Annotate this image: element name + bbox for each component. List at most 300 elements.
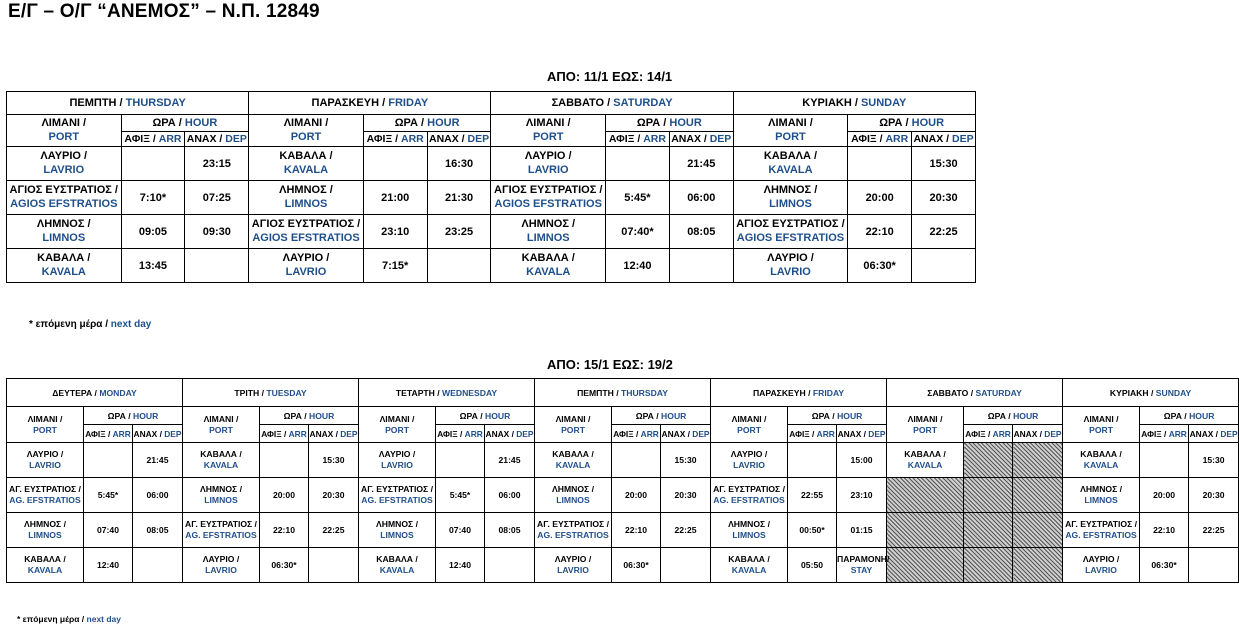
port-name-gr: ΛΗΜΝΟΣ / <box>24 519 66 530</box>
arr-header-en: ARR <box>992 428 1011 439</box>
day-header <box>887 379 1063 407</box>
port-name-en: KAVALA <box>1083 460 1119 470</box>
port-header-gr: ΛΙΜΑΝΙ / <box>555 413 591 424</box>
hour-header <box>848 115 976 132</box>
day-header <box>359 379 535 407</box>
port-cell <box>249 147 364 181</box>
arr-header-gr: ΑΦΙΞ / <box>124 133 159 145</box>
arr-header <box>260 425 309 443</box>
day-name-gr: ΔΕΥΤΕΡΑ / <box>52 387 100 398</box>
departure-time: 06:00 <box>133 478 183 513</box>
arrival-time: 7:15* <box>363 249 427 283</box>
arrival-time <box>1140 443 1189 478</box>
arrival-time: 12:40 <box>84 548 133 583</box>
port-name-gr: ΚΑΒΑΛΑ / <box>24 554 66 565</box>
port-header-en: PORT <box>209 424 233 435</box>
departure-time: 06:00 <box>669 181 733 215</box>
hour-header-gr: ΩΡΑ / <box>879 117 912 129</box>
hour-header <box>260 407 359 425</box>
dep-header <box>669 132 733 147</box>
hour-header-en: HOUR <box>485 410 511 421</box>
arr-header-en: ARR <box>643 133 666 145</box>
port-cell <box>7 147 122 181</box>
arrival-time <box>606 147 670 181</box>
departure-time: 21:45 <box>669 147 733 181</box>
port-header <box>535 407 612 443</box>
dep-header-en: DEP <box>516 428 534 439</box>
arrival-time <box>788 443 837 478</box>
port-name-en: AGIOS EFSTRATIOS <box>736 231 845 244</box>
departure-time: 15:00 <box>837 443 887 478</box>
arrival-time: 12:40 <box>606 249 670 283</box>
port-cell <box>1063 548 1140 583</box>
hour-header <box>606 115 734 132</box>
arr-header-en: ARR <box>816 428 835 439</box>
arrival-time: 21:00 <box>363 181 427 215</box>
port-name-gr: ΑΓΙΟΣ ΕΥΣΤΡΑΤΙΟΣ / <box>494 183 603 196</box>
port-header-en: PORT <box>737 424 761 435</box>
hour-header-gr: ΩΡΑ / <box>152 117 185 129</box>
arrival-time: 23:10 <box>363 215 427 249</box>
arr-header <box>848 132 912 147</box>
arrival-time: 06:30* <box>848 249 912 283</box>
port-name-en: AGIOS EFSTRATIOS <box>252 231 360 244</box>
arrival-time <box>612 443 661 478</box>
day-name-gr: ΠΕΜΠΤΗ / <box>69 97 126 109</box>
port-cell <box>7 249 122 283</box>
port-cell <box>491 215 606 249</box>
hour-header <box>612 407 711 425</box>
arrival-time <box>964 548 1013 583</box>
port-header-gr: ΛΙΜΑΝΙ / <box>283 116 329 129</box>
port-name-en: KAVALA <box>27 565 63 575</box>
port-header <box>183 407 260 443</box>
port-cell <box>1063 513 1140 548</box>
port-name-gr: ΑΓ. ΕΥΣΤΡΑΤΙΟΣ / <box>185 519 257 530</box>
port-cell <box>733 181 848 215</box>
hour-header-en: HOUR <box>837 410 863 421</box>
hour-header <box>121 115 249 132</box>
hour-header-gr: ΩΡΑ / <box>636 117 670 129</box>
port-header-en: PORT <box>1089 424 1113 435</box>
port-name-gr: ΑΓΙΟΣ ΕΥΣΤΡΑΤΙΟΣ / <box>9 183 118 196</box>
port-header-gr: ΛΙΜΑΝΙ / <box>203 413 239 424</box>
port-header-en: PORT <box>532 130 564 143</box>
dep-header <box>1189 425 1239 443</box>
day-name-en: MONDAY <box>99 387 137 398</box>
departure-time: 23:10 <box>837 478 887 513</box>
table-row <box>7 443 1239 478</box>
departure-time: 22:25 <box>661 513 711 548</box>
port-name-gr: ΚΑΒΑΛΑ / <box>200 449 242 460</box>
port-name-gr: ΛΑΥΡΙΟ / <box>1082 554 1120 565</box>
dep-header-en: DEP <box>1044 428 1062 439</box>
hour-header <box>363 115 491 132</box>
port-name-en: LAVRIO <box>29 460 61 470</box>
port-cell <box>7 478 84 513</box>
port-name-en: LIMNOS <box>526 231 570 244</box>
arr-header-gr: ΑΦΙΞ / <box>261 428 289 439</box>
departure-time: 23:25 <box>427 215 491 249</box>
arr-header-en: ARR <box>464 428 483 439</box>
port-name-en: LIMNOS <box>769 197 812 210</box>
note-gr: * επόμενη μέρα / <box>29 319 111 330</box>
dep-header-en: DEP <box>225 133 247 145</box>
port-name-en: KAVALA <box>41 265 86 278</box>
day-header <box>7 92 249 115</box>
port-cell <box>249 181 364 215</box>
hour-header-gr: ΩΡΑ / <box>107 410 134 421</box>
port-name-en: LIMNOS <box>284 197 328 210</box>
port-name-gr: ΚΑΒΑΛΑ / <box>904 449 946 460</box>
departure-time: 23:15 <box>185 147 249 181</box>
port-name-gr: ΚΑΒΑΛΑ / <box>37 251 91 264</box>
arr-header-gr: ΑΦΙΞ / <box>437 428 465 439</box>
port-header-gr: ΛΙΜΑΝΙ / <box>731 413 767 424</box>
port-name-gr: ΑΓ. ΕΥΣΤΡΑΤΙΟΣ / <box>361 484 433 495</box>
port-name-en: LIMNOS <box>732 530 766 540</box>
table-row <box>7 215 976 249</box>
port-name-en: AG. EFSTRATIOS <box>185 530 257 540</box>
departure-time: 16:30 <box>427 147 491 181</box>
port-name-en: KAVALA <box>731 565 767 575</box>
arr-header-en: ARR <box>288 428 307 439</box>
arrival-time: 09:05 <box>121 215 185 249</box>
day-header-row <box>7 379 1239 407</box>
port-name-en: AG. EFSTRATIOS <box>9 495 81 505</box>
port-cell <box>491 249 606 283</box>
dep-header-gr: ΑΝΑΧ / <box>186 133 226 145</box>
table-row <box>7 548 1239 583</box>
port-cell <box>1063 478 1140 513</box>
day-name-en: TUESDAY <box>266 387 307 398</box>
departure-time: 01:15 <box>837 513 887 548</box>
arrival-time: 22:10 <box>1140 513 1189 548</box>
table-row <box>7 249 976 283</box>
hour-header-en: HOUR <box>1189 410 1215 421</box>
port-name-gr: ΚΑΒΑΛΑ / <box>728 554 770 565</box>
dep-header-gr: ΑΝΑΧ / <box>1013 428 1045 439</box>
arrival-time <box>260 443 309 478</box>
departure-stay-en: STAY <box>850 565 873 575</box>
arrival-time: 5:45* <box>84 478 133 513</box>
port-name-en: LAVRIO <box>1085 565 1117 575</box>
arr-header-en: ARR <box>158 133 182 145</box>
departure-time <box>837 548 890 583</box>
port-name-en: AG. EFSTRATIOS <box>361 495 433 505</box>
port-name-gr: ΛΑΥΡΙΟ / <box>202 554 240 565</box>
port-cell <box>7 215 122 249</box>
arr-header <box>436 425 485 443</box>
dep-header-gr: ΑΝΑΧ / <box>913 133 952 145</box>
arr-header-en: ARR <box>400 133 424 145</box>
arrival-time <box>121 147 185 181</box>
port-header-gr: ΛΙΜΑΝΙ / <box>907 413 943 424</box>
port-name-en: KAVALA <box>907 460 943 470</box>
departure-time <box>427 249 491 283</box>
port-name-gr: ΛΗΜΝΟΣ / <box>376 519 418 530</box>
port-cell <box>535 548 612 583</box>
day-name-gr: ΣΑΒΒΑΤΟ / <box>927 387 976 398</box>
port-header <box>1063 407 1140 443</box>
dep-header-gr: ΑΝΑΧ / <box>428 133 468 145</box>
port-cell <box>887 548 964 583</box>
arrival-time <box>964 513 1013 548</box>
port-header <box>491 115 606 147</box>
dep-header <box>837 425 887 443</box>
departure-time <box>1013 548 1063 583</box>
port-cell <box>7 513 84 548</box>
port-name-en: KAVALA <box>283 163 329 176</box>
hour-header <box>964 407 1063 425</box>
arrival-time: 22:10 <box>848 215 912 249</box>
port-name-en: AGIOS EFSTRATIOS <box>494 197 602 210</box>
arrival-time: 13:45 <box>121 249 185 283</box>
arr-header-gr: ΑΦΙΞ / <box>965 428 993 439</box>
dep-header-en: DEP <box>467 133 490 145</box>
departure-time: 15:30 <box>912 147 976 181</box>
port-name-gr: ΚΑΒΑΛΑ / <box>1080 449 1122 460</box>
port-header-en: PORT <box>48 130 80 143</box>
port-cell <box>491 147 606 181</box>
hour-header-en: HOUR <box>661 410 687 421</box>
port-cell <box>711 548 788 583</box>
page-title: Ε/Γ – Ο/Γ “ΑΝΕΜΟΣ” – Ν.Π. 12849 <box>8 1 320 22</box>
port-cell <box>183 513 260 548</box>
port-name-gr: ΛΑΥΡΙΟ / <box>524 149 572 162</box>
hour-header-en: HOUR <box>184 117 218 129</box>
port-name-gr: ΛΗΜΝΟΣ / <box>36 217 91 230</box>
port-header-gr: ΛΙΜΑΝΙ / <box>525 116 571 129</box>
schedule2-period: ΑΠΟ: 15/1 ΕΩΣ: 19/2 <box>547 357 673 372</box>
arrival-time: 07:40* <box>606 215 670 249</box>
day-header <box>535 379 711 407</box>
dep-header-gr: ΑΝΑΧ / <box>837 428 869 439</box>
hour-header-en: HOUR <box>309 410 335 421</box>
day-name-en: SUNDAY <box>1155 387 1192 398</box>
hour-header-gr: ΩΡΑ / <box>635 410 662 421</box>
port-header-en: PORT <box>775 130 806 143</box>
port-header <box>359 407 436 443</box>
day-name-gr: ΚΥΡΙΑΚΗ / <box>802 97 861 109</box>
day-name-gr: ΠΕΜΠΤΗ / <box>577 387 621 398</box>
arrival-time: 12:40 <box>436 548 485 583</box>
departure-time <box>1013 478 1063 513</box>
dep-header-en: DEP <box>340 428 358 439</box>
hour-header <box>436 407 535 425</box>
departure-time: 06:00 <box>485 478 535 513</box>
table-row <box>7 478 1239 513</box>
day-name-gr: ΤΕΤΑΡΤΗ / <box>395 387 443 398</box>
arrival-time: 20:00 <box>612 478 661 513</box>
port-cell <box>7 443 84 478</box>
day-name-en: THURSDAY <box>621 387 668 398</box>
port-name-gr: ΑΓΙΟΣ ΕΥΣΤΡΑΤΙΟΣ / <box>736 217 845 230</box>
port-name-en: LAVRIO <box>557 565 589 575</box>
port-header-gr: ΛΙΜΑΝΙ / <box>379 413 415 424</box>
port-name-gr: ΑΓ. ΕΥΣΤΡΑΤΙΟΣ / <box>713 484 785 495</box>
departure-time <box>669 249 733 283</box>
arr-header <box>121 132 185 147</box>
day-name-en: SATURDAY <box>975 387 1022 398</box>
arr-header-en: ARR <box>885 133 909 145</box>
departure-time: 22:25 <box>309 513 359 548</box>
hour-header-en: HOUR <box>427 117 460 129</box>
arrival-time: 00:50* <box>788 513 837 548</box>
port-cell <box>887 478 964 513</box>
port-cell <box>7 181 122 215</box>
arr-header-gr: ΑΦΙΞ / <box>85 428 113 439</box>
day-header <box>733 92 975 115</box>
port-header <box>711 407 788 443</box>
arr-header-gr: ΑΦΙΞ / <box>789 428 817 439</box>
arrival-time: 20:00 <box>1140 478 1189 513</box>
dep-header-gr: ΑΝΑΧ / <box>671 133 710 145</box>
dep-header-gr: ΑΝΑΧ / <box>309 428 341 439</box>
departure-time <box>1189 548 1239 583</box>
port-name-gr: ΛΑΥΡΙΟ / <box>282 251 330 264</box>
port-name-en: AG. EFSTRATIOS <box>1065 530 1137 540</box>
dep-header <box>185 132 249 147</box>
day-header <box>7 379 183 407</box>
note-gr: * επόμενη μέρα / <box>17 614 87 624</box>
port-name-gr: ΑΓ. ΕΥΣΤΡΑΤΙΟΣ / <box>537 519 609 530</box>
port-name-en: LAVRIO <box>43 163 85 176</box>
schedule1-table <box>6 91 976 283</box>
schedule2-note <box>17 614 121 624</box>
port-name-en: KAVALA <box>555 460 591 470</box>
dep-header <box>1013 425 1063 443</box>
port-name-en: LAVRIO <box>733 460 765 470</box>
note-en: next day <box>86 614 122 624</box>
port-cell <box>359 443 436 478</box>
day-name-en: SATURDAY <box>613 97 673 109</box>
arrival-time: 20:00 <box>848 181 912 215</box>
port-header <box>7 115 122 147</box>
arrival-time <box>436 443 485 478</box>
table-row <box>7 147 976 181</box>
port-cell <box>535 513 612 548</box>
port-header-en: PORT <box>385 424 409 435</box>
schedule1-note <box>29 319 151 330</box>
departure-time: 07:25 <box>185 181 249 215</box>
departure-time: 21:45 <box>133 443 183 478</box>
port-header-gr: ΛΙΜΑΝΙ / <box>1083 413 1119 424</box>
port-name-gr: ΚΑΒΑΛΑ / <box>521 251 575 264</box>
schedule2-table <box>6 378 1239 583</box>
departure-time <box>661 548 711 583</box>
port-name-en: LIMNOS <box>556 495 590 505</box>
port-name-en: KAVALA <box>379 565 415 575</box>
arr-header-gr: ΑΦΙΞ / <box>613 428 641 439</box>
port-name-en: AGIOS EFSTRATIOS <box>10 197 118 210</box>
port-cell <box>733 147 848 181</box>
hour-header-en: HOUR <box>133 410 159 421</box>
port-cell <box>359 478 436 513</box>
departure-time: 08:05 <box>669 215 733 249</box>
day-name-en: FRIDAY <box>388 97 429 109</box>
day-name-en: WEDNESDAY <box>442 387 498 398</box>
port-name-en: LIMNOS <box>1084 495 1118 505</box>
port-name-en: LAVRIO <box>205 565 237 575</box>
departure-time: 20:30 <box>912 181 976 215</box>
port-name-gr: ΚΑΒΑΛΑ / <box>376 554 418 565</box>
arrival-time: 05:50 <box>788 548 837 583</box>
departure-time: 15:30 <box>661 443 711 478</box>
departure-time: 20:30 <box>661 478 711 513</box>
day-name-en: FRIDAY <box>812 387 845 398</box>
port-name-gr: ΛΑΥΡΙΟ / <box>40 149 88 162</box>
arr-header <box>606 132 670 147</box>
departure-time <box>1013 513 1063 548</box>
dep-header <box>485 425 535 443</box>
dep-header-gr: ΑΝΑΧ / <box>661 428 693 439</box>
arrival-time: 07:40 <box>436 513 485 548</box>
hour-header-gr: ΩΡΑ / <box>987 410 1014 421</box>
port-cell <box>249 249 364 283</box>
arrival-time: 06:30* <box>1140 548 1189 583</box>
port-cell <box>491 181 606 215</box>
arrival-time: 07:40 <box>84 513 133 548</box>
day-name-en: SUNDAY <box>860 97 907 109</box>
departure-time: 15:30 <box>1189 443 1239 478</box>
arr-header <box>964 425 1013 443</box>
hour-header <box>1140 407 1239 425</box>
departure-time: 08:05 <box>485 513 535 548</box>
hour-header-gr: ΩΡΑ / <box>394 117 428 129</box>
port-name-en: LIMNOS <box>204 495 238 505</box>
port-name-gr: ΛΑΥΡΙΟ / <box>554 554 592 565</box>
arr-header <box>84 425 133 443</box>
arr-header <box>363 132 427 147</box>
arrival-time <box>848 147 912 181</box>
arr-header-gr: ΑΦΙΞ / <box>851 133 886 145</box>
arr-header <box>788 425 837 443</box>
arr-header <box>612 425 661 443</box>
port-name-gr: ΛΗΜΝΟΣ / <box>763 183 818 196</box>
port-name-gr: ΛΑΥΡΙΟ / <box>26 449 64 460</box>
port-cell <box>711 443 788 478</box>
port-cell <box>183 443 260 478</box>
hour-header-gr: ΩΡΑ / <box>811 410 838 421</box>
departure-time: 22:25 <box>912 215 976 249</box>
departure-stay-gr: ΠΑΡΑΜΟΝΗ/ <box>837 554 890 565</box>
port-header-en: PORT <box>33 424 57 435</box>
port-header-gr: ΛΙΜΑΝΙ / <box>768 116 813 129</box>
port-name-gr: ΛΗΜΝΟΣ / <box>200 484 242 495</box>
dep-header <box>912 132 976 147</box>
hour-header-gr: ΩΡΑ / <box>459 410 486 421</box>
arr-header-gr: ΑΦΙΞ / <box>366 133 401 145</box>
port-header <box>733 115 848 147</box>
dep-header <box>309 425 359 443</box>
port-header-gr: ΛΙΜΑΝΙ / <box>41 116 87 129</box>
departure-time <box>185 249 249 283</box>
dep-header-en: DEP <box>1220 428 1238 439</box>
port-name-gr: ΚΑΒΑΛΑ / <box>552 449 594 460</box>
day-header <box>249 92 491 115</box>
port-cell <box>711 513 788 548</box>
arrival-time <box>363 147 427 181</box>
day-name-gr: ΤΡΙΤΗ / <box>234 387 267 398</box>
port-cell <box>711 478 788 513</box>
port-name-gr: ΑΓ. ΕΥΣΤΡΑΤΙΟΣ / <box>1065 519 1138 530</box>
dep-header-en: DEP <box>951 133 974 145</box>
day-name-gr: ΣΑΒΒΑΤΟ / <box>551 97 614 109</box>
table-row <box>7 513 1239 548</box>
departure-time: 08:05 <box>133 513 183 548</box>
arrival-time <box>964 478 1013 513</box>
